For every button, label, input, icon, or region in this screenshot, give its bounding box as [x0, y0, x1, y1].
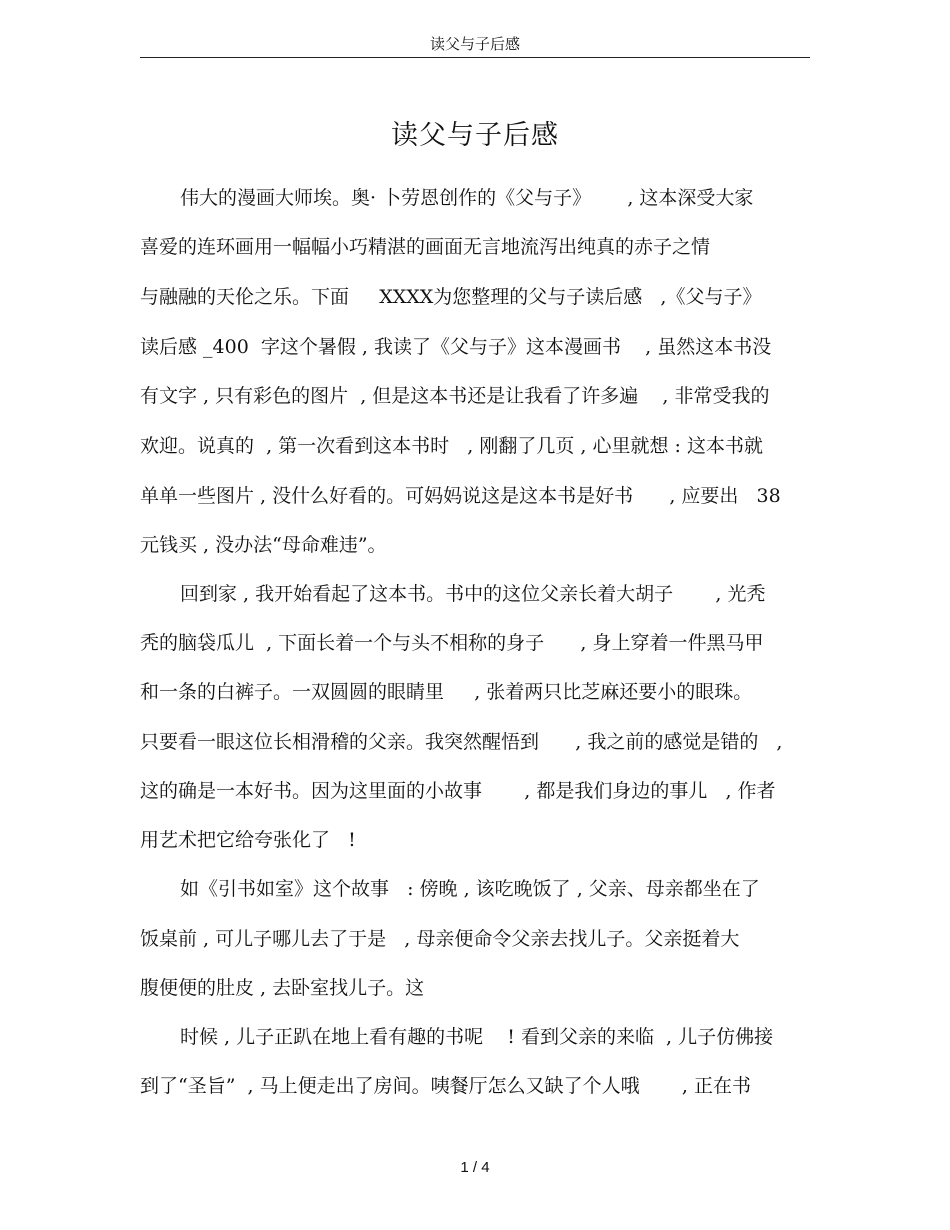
paragraph-line: 秃的脑袋瓜儿 , 下面长着一个与头不相称的身子 , 身上穿着一件黑马甲	[140, 632, 764, 654]
paragraph-line: 饭桌前 , 可儿子哪儿去了于是 , 母亲便命令父亲去找儿子。父亲挺着大	[140, 928, 740, 950]
paragraph-line: 这的确是一本好书。因为这里面的小故事 , 都是我们身边的事儿 , 作者	[140, 780, 776, 802]
paragraph-line: 时候 , 儿子正趴在地上看有趣的书呢 ! 看到父亲的来临 , 儿子仿佛接	[180, 1026, 774, 1048]
paragraph-line: 用艺术把它给夸张化了 !	[140, 829, 356, 851]
page-number: 1 / 4	[460, 1159, 490, 1176]
paragraph-line: 伟大的漫画大师埃。奥· 卜劳恩创作的《父与子》 , 这本深受大家	[180, 187, 754, 209]
header-divider	[140, 57, 810, 58]
paragraph-line: 欢迎。说真的 , 第一次看到这本书时 , 刚翻了几页 , 心里就想 : 这本书就	[140, 435, 763, 457]
paragraph-line: 如《引书如室》这个故事 : 傍晚 , 该吃晚饭了 , 父亲、母亲都坐在了	[180, 878, 760, 900]
page-header: 读父与子后感	[429, 35, 520, 53]
paragraph-line: 有文字 , 只有彩色的图片 , 但是这本书还是让我看了许多遍 , 非常受我的	[140, 385, 770, 407]
paragraph-line: 单单一些图片 , 没什么好看的。可妈妈说这是这本书是好书 , 应要出 38	[140, 485, 781, 507]
paragraph-line: 与融融的天伦之乐。下面 XXXX为您整理的父与子读后感 ,《父与子》	[140, 286, 762, 308]
paragraph-line: 元钱买 , 没办法“母命难违”。	[140, 534, 387, 556]
paragraph-line: 喜爱的连环画用一幅幅小巧精湛的画面无言地流泻出纯真的赤子之情	[140, 236, 711, 258]
paragraph-line: 腹便便的肚皮 , 去卧室找儿子。这	[140, 977, 425, 999]
paragraph-line: 和一条的白裤子。一双圆圆的眼睛里 , 张着两只比芝麻还要小的眼珠。	[140, 681, 753, 703]
document-title: 读父与子后感	[391, 120, 559, 151]
paragraph-line: 读后感 _400 字这个暑假 , 我读了《父与子》这本漫画书 , 虽然这本书没	[140, 336, 772, 358]
paragraph-line: 只要看一眼这位长相滑稽的父亲。我突然醒悟到 , 我之前的感觉是错的 ,	[140, 731, 783, 753]
paragraph-line: 到了“圣旨” , 马上便走出了房间。咦餐厅怎么又缺了个人哦 , 正在书	[140, 1075, 751, 1097]
paragraph-line: 回到家 , 我开始看起了这本书。书中的这位父亲长着大胡子 , 光秃	[180, 583, 766, 605]
